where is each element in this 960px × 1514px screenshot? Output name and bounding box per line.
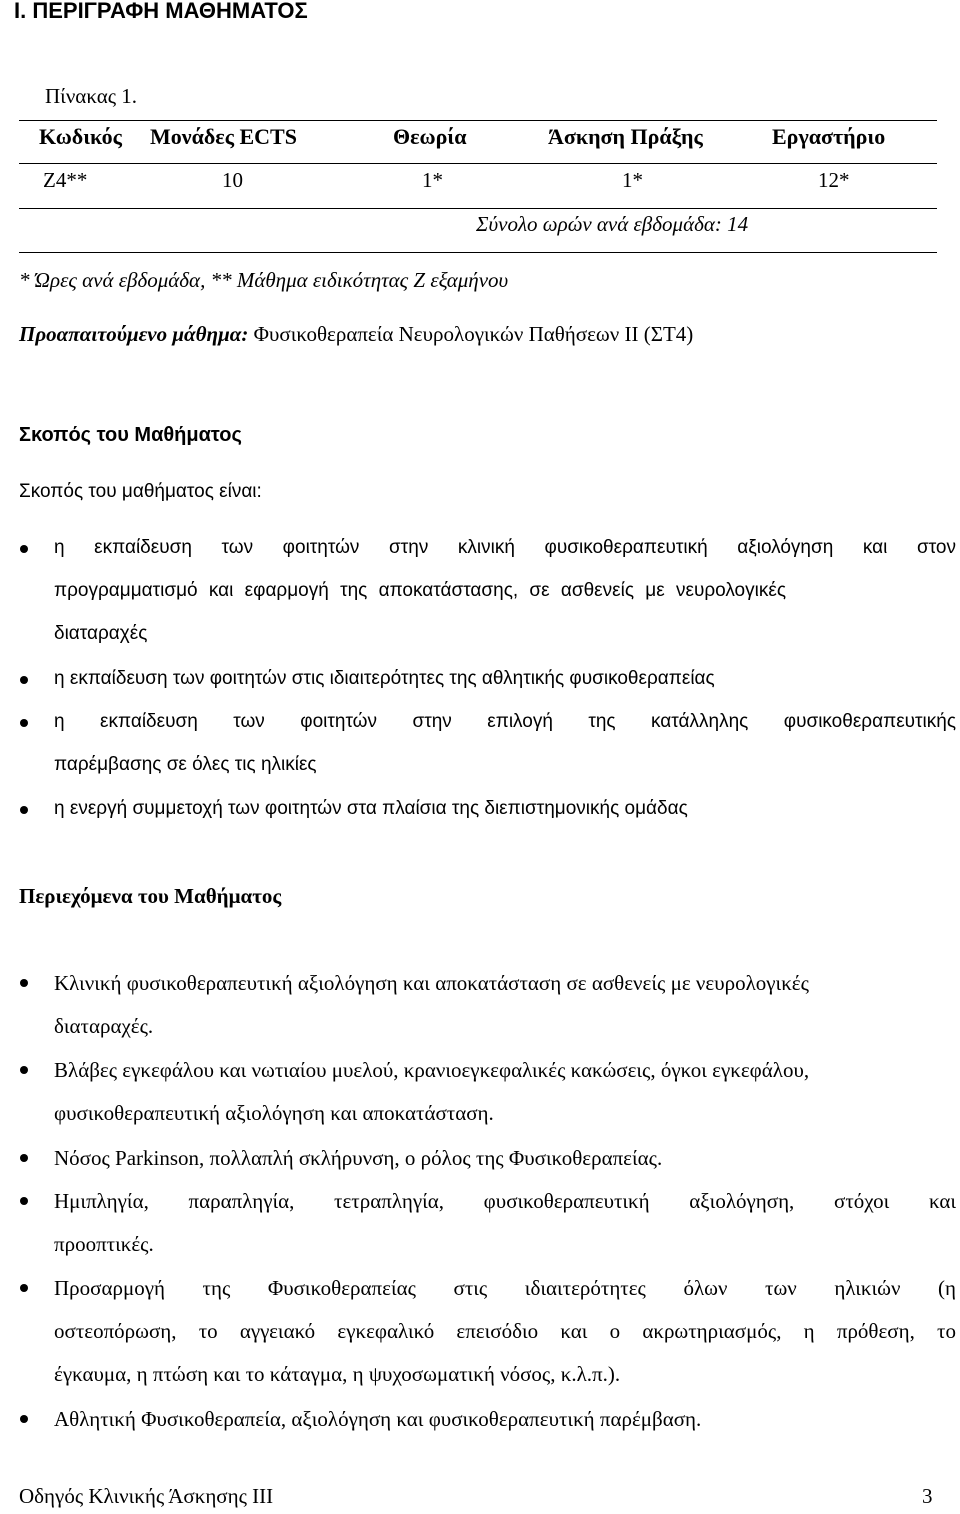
- bullet-icon: [20, 719, 28, 727]
- footer-title: Οδηγός Κλινικής Άσκησης ΙΙΙ: [19, 1484, 274, 1508]
- bullet-icon: [20, 545, 28, 553]
- contents-item-2-line-1: Βλάβες εγκεφάλου και νωτιαίου μυελού, κρανιοεγκεφαλικές κακώσεις, όγκοι εγκεφάλου,: [54, 1058, 810, 1082]
- table-total-hours: Σύνολο ωρών ανά εβδομάδα: 14: [476, 212, 749, 236]
- aim-intro: Σκοπός του μαθήματος είναι:: [19, 481, 262, 502]
- contents-item-4-line-2: προοπτικές.: [54, 1232, 154, 1256]
- aim-item-3-line-2: παρέμβασης σε όλες τις ηλικίες: [54, 754, 317, 775]
- bullet-icon: [20, 1284, 28, 1292]
- table-header-ects: Μονάδες ECTS: [150, 124, 297, 149]
- bullet-icon: [20, 676, 28, 684]
- table-row-rule: [19, 208, 937, 209]
- contents-item-1-line-2: διαταραχές.: [54, 1014, 154, 1038]
- aim-item-2-line-1: η εκπαίδευση των φοιτητών στις ιδιαιτερότητες της αθλητικής φυσικοθεραπείας: [54, 668, 715, 689]
- table-header-code: Κωδικός: [39, 124, 122, 149]
- contents-title: Περιεχόμενα του Μαθήματος: [19, 884, 282, 908]
- table-cell-ects: 10: [222, 168, 243, 192]
- table-bottom-rule: [19, 252, 937, 253]
- bullet-icon: [20, 979, 28, 987]
- page-heading: Ι. ΠΕΡΙΓΡΑΦΗ ΜΑΘΗΜΑΤΟΣ: [14, 0, 308, 23]
- bullet-icon: [20, 1066, 28, 1074]
- bullet-icon: [20, 1154, 28, 1162]
- table-cell-lab: 12*: [818, 168, 850, 192]
- table-caption: Πίνακας 1.: [45, 84, 138, 108]
- table-top-rule: [19, 120, 937, 121]
- aim-item-3-line-1: η εκπαίδευση των φοιτητών στην επιλογή της κατάλληλης φυσικοθεραπευτικής: [54, 711, 956, 732]
- contents-item-1-line-1: Κλινική φυσικοθεραπευτική αξιολόγηση και αποκατάσταση σε ασθενείς με νευρολογικές: [54, 971, 809, 995]
- table-cell-code: Ζ4**: [43, 168, 88, 192]
- aim-item-1-line-3: διαταραχές: [54, 623, 148, 644]
- table-header-theory: Θεωρία: [393, 124, 467, 149]
- contents-item-5-line-2: οστεοπόρωση, το αγγειακό εγκεφαλικό επεισόδιο και ο ακρωτηριασμός, η πρόθεση, το: [54, 1319, 956, 1343]
- contents-item-5-line-1: Προσαρμογή της Φυσικοθεραπείας στις ιδιαιτερότητες όλων των ηλικιών (η: [54, 1276, 956, 1300]
- contents-item-5-line-3: έγκαυμα, η πτώση και το κάταγμα, η ψυχοσωματική νόσος, κ.λ.π.).: [54, 1362, 621, 1386]
- table-header-practice: Άσκηση Πράξης: [548, 124, 703, 149]
- aim-item-1-line-1: η εκπαίδευση των φοιτητών στην κλινική φυσικοθεραπευτική αξιολόγηση και στον: [54, 537, 956, 558]
- aim-title: Σκοπός του Μαθήματος: [19, 424, 242, 446]
- bullet-icon: [20, 1197, 28, 1205]
- bullet-icon: [20, 1415, 28, 1423]
- table-header-rule: [19, 163, 937, 164]
- aim-item-1-line-2: προγραμματισμό και εφαρμογή της αποκατάστασης, σε ασθενείς με νευρολογικές: [54, 580, 786, 601]
- prerequisite-value: Φυσικοθεραπεία Νευρολογικών Παθήσεων ΙΙ (ΣΤ4): [248, 322, 694, 346]
- table-cell-practice: 1*: [622, 168, 643, 192]
- contents-item-4-line-1: Ημιπληγία, παραπληγία, τετραπληγία, φυσικοθεραπευτική αξιολόγηση, στόχοι και: [54, 1189, 956, 1213]
- contents-item-6-line-1: Αθλητική Φυσικοθεραπεία, αξιολόγηση και φυσικοθεραπευτική παρέμβαση.: [54, 1407, 702, 1431]
- table-cell-theory: 1*: [422, 168, 443, 192]
- page-number: 3: [922, 1484, 933, 1508]
- table-header-lab: Εργαστήριο: [772, 124, 886, 149]
- prerequisite: [19, 322, 693, 347]
- aim-item-4-line-1: η ενεργή συμμετοχή των φοιτητών στα πλαίσια της διεπιστημονικής ομάδας: [54, 798, 688, 819]
- bullet-icon: [20, 806, 28, 814]
- contents-item-3-line-1: Νόσος Parkinson, πολλαπλή σκλήρυνση, ο ρόλος της Φυσικοθεραπείας.: [54, 1146, 663, 1170]
- table-footnote: * Ώρες ανά εβδομάδα, ** Μάθημα ειδικότητας Ζ εξαμήνου: [19, 268, 509, 292]
- prerequisite-label: Προαπαιτούμενο μάθημα:: [19, 322, 249, 346]
- contents-item-2-line-2: φυσικοθεραπευτική αξιολόγηση και αποκατάσταση.: [54, 1101, 494, 1125]
